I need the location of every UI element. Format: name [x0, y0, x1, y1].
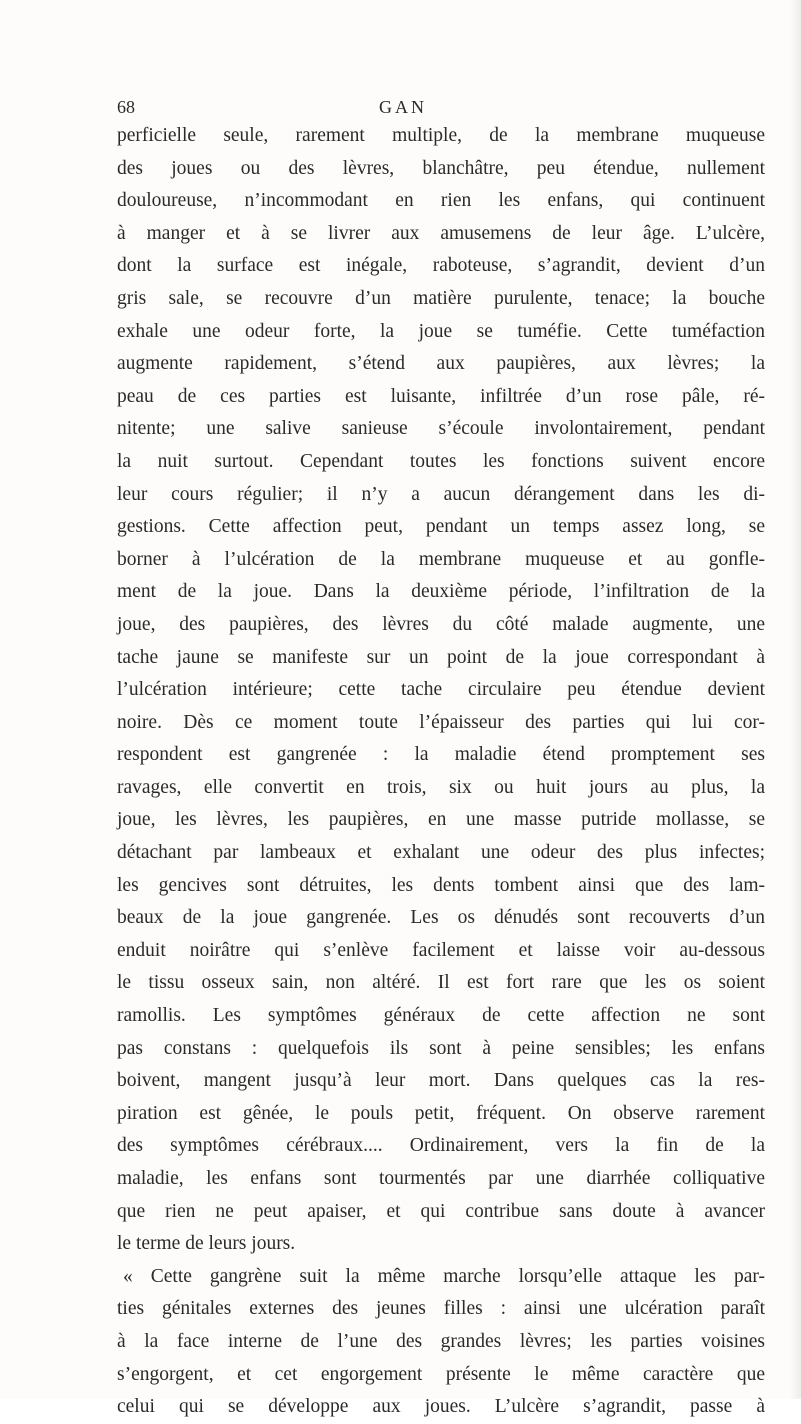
text-line: détachant par lambeaux et exhalant une odeur des plus infectes;: [117, 842, 765, 864]
text-line: dont la surface est inégale, raboteuse, s’agrandit, devient d’un: [117, 255, 765, 277]
text-line: douloureuse, n’incommodant en rien les enfans, qui continuent: [117, 190, 765, 212]
text-line: des symptômes cérébraux.... Ordinairement, vers la fin de la: [117, 1135, 765, 1157]
page-edge-shadow: [789, 0, 801, 1399]
text-line: pas constans : quelquefois ils sont à peine sensibles; les enfans: [117, 1037, 765, 1059]
text-line: joue, des paupières, des lèvres du côté malade augmente, une: [117, 613, 765, 635]
text-line: le tissu osseux sain, non altéré. Il est fort rare que les os soient: [117, 972, 765, 994]
text-line: ramollis. Les symptômes généraux de cette affection ne sont: [117, 1005, 765, 1027]
text-line: beaux de la joue gangrenée. Les os dénudés sont recouverts d’un: [117, 907, 765, 929]
text-line: l’ulcération intérieure; cette tache circulaire peu étendue devient: [117, 679, 765, 701]
text-line: borner à l’ulcération de la membrane muqueuse et au gonfle-: [117, 548, 765, 570]
text-line: les gencives sont détruites, les dents tombent ainsi que des lam-: [117, 874, 765, 896]
paragraph-end-line: le terme de leurs jours.: [117, 1233, 296, 1255]
text-line: perficielle seule, rarement multiple, de la membrane muqueuse: [117, 125, 765, 146]
text-line: s’engorgent, et cet engorgement présente le même caractère que: [117, 1363, 765, 1385]
text-line: boivent, mangent jusqu’à leur mort. Dans quelques cas la res-: [117, 1070, 765, 1092]
text-line: nitente; une salive sanieuse s’écoule involontairement, pendant: [117, 418, 765, 440]
text-line: peau de ces parties est luisante, infiltrée d’un rose pâle, ré-: [117, 385, 765, 407]
page-header: [117, 97, 687, 119]
text-line: augmente rapidement, s’étend aux paupières, aux lèvres; la: [117, 353, 765, 375]
text-line: ties génitales externes des jeunes filles : ainsi une ulcération paraît: [117, 1298, 765, 1320]
text-line: exhale une odeur forte, la joue se tuméfie. Cette tuméfaction: [117, 320, 765, 342]
text-line: maladie, les enfans sont tourmentés par une diarrhée colliquative: [117, 1168, 765, 1189]
text-line: des joues ou des lèvres, blanchâtre, peu étendue, nullement: [117, 157, 765, 179]
text-line: à manger et à se livrer aux amusemens de leur âge. L’ulcère,: [117, 222, 765, 244]
text-line: tache jaune se manifeste sur un point de la joue correspondant à: [117, 646, 765, 668]
text-line: à la face interne de l’une des grandes lèvres; les parties voisines: [117, 1330, 765, 1352]
text-line: enduit noirâtre qui s’enlève facilement et laisse voir au-dessous: [117, 939, 765, 961]
running-head: GAN: [379, 97, 427, 117]
page-number: 68: [117, 97, 135, 117]
text-line: ravages, elle convertit en trois, six ou huit jours au plus, la: [117, 776, 765, 798]
text-line: respondent est gangrenée : la maladie étend promptement ses: [117, 744, 765, 766]
text-line: la nuit surtout. Cependant toutes les fonctions suivent encore: [117, 450, 765, 472]
text-line: ment de la joue. Dans la deuxième période, l’infiltration de la: [117, 581, 765, 603]
body-text: [117, 120, 765, 1424]
quote-start-line: « Cette gangrène suit la même marche lorsqu’elle attaque les par-: [123, 1265, 765, 1287]
text-line: que rien ne peut apaiser, et qui contribue sans doute à avancer: [117, 1200, 765, 1222]
text-line: piration est gênée, le pouls petit, fréquent. On observe rarement: [117, 1102, 765, 1124]
text-line: gestions. Cette affection peut, pendant un temps assez long, se: [117, 516, 765, 538]
text-line: gris sale, se recouvre d’un matière purulente, tenace; la bouche: [117, 287, 765, 309]
text-line: leur cours régulier; il n’y a aucun dérangement dans les di-: [117, 483, 765, 505]
text-line: noire. Dès ce moment toute l’épaisseur des parties qui lui cor-: [117, 711, 765, 733]
text-line: celui qui se développe aux joues. L’ulcère s’agrandit, passe à: [117, 1396, 765, 1418]
text-line: joue, les lèvres, les paupières, en une masse putride mollasse, se: [117, 809, 765, 831]
